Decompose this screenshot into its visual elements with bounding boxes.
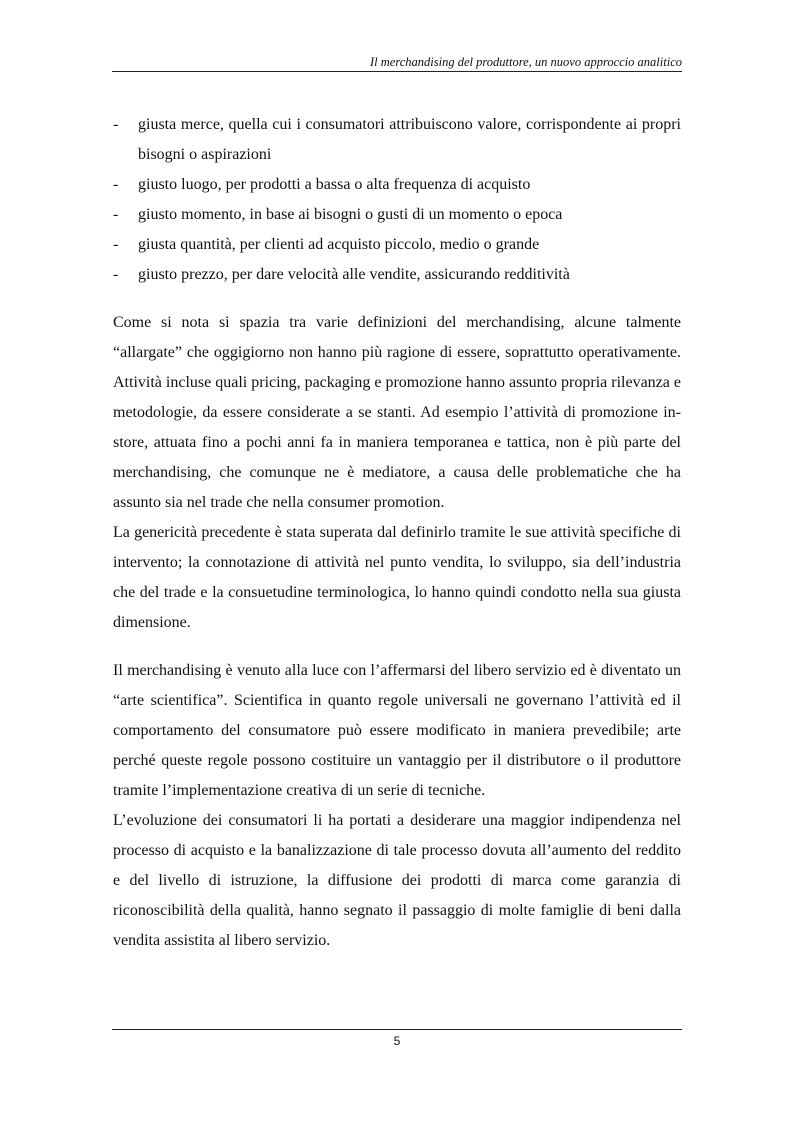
bullet-marker: -	[113, 206, 119, 223]
list-item	[113, 230, 681, 260]
running-header: Il merchandising del produttore, un nuovo approccio analitico	[370, 55, 682, 69]
list-item-text: giusta quantità, per clienti ad acquisto piccolo, medio o grande	[138, 236, 540, 253]
list-item-text: giusto prezzo, per dare velocità alle vendite, assicurando redditività	[138, 266, 570, 283]
page-body	[113, 110, 681, 956]
paragraph-self-service: Il merchandising è venuto alla luce con l’affermarsi del libero servizio ed è diventato un “arte scientifica”. Scientifica in quanto regole universali ne governano l’attività ed il comportamento del consumatore può essere modificato in maniera prevedibile; arte perché queste regole possono costituire un vantaggio per il distributore o il produttore tramite l’implementazione creativa di un serie di tecniche.	[113, 662, 681, 799]
footer-rule	[112, 1029, 682, 1030]
list-item-text: giusta merce, quella cui i consumatori attribuiscono valore, corrispondente ai propri bisogni o aspirazioni	[138, 116, 681, 163]
list-item	[113, 260, 681, 290]
paragraph-consumer-evolution: L’evoluzione dei consumatori li ha portati a desiderare una maggior indipendenza nel processo di acquisto e la banalizzazione di tale processo dovuta all’aumento del reddito e del livello di istruzione, la diffusione dei prodotti di marca come garanzia di riconoscibilità della qualità, hanno segnato il passaggio di molte famiglie di beni dalla vendita assistita al libero servizio.	[113, 812, 681, 949]
spacer	[113, 290, 681, 308]
bullet-marker: -	[113, 236, 119, 253]
header-rule	[112, 71, 682, 72]
page-number: 5	[393, 1034, 401, 1048]
list-item	[113, 170, 681, 200]
bullet-marker: -	[113, 266, 119, 283]
bullet-list	[113, 110, 681, 290]
paragraph-definitions: Come si nota si spazia tra varie definizioni del merchandising, alcune talmente “allargate” che oggigiorno non hanno più ragione di essere, soprattutto operativamente. Attività incluse quali pricing, packaging e promozione hanno assunto propria rilevanza e metodologie, da essere considerate a se stanti. Ad esempio l’attività di promozione in-store, attuata fino a pochi anni fa in maniera temporanea e tattica, non è più parte del merchandising, che comunque ne è mediatore, a causa delle problematiche che ha assunto sia nel trade che nella consumer promotion.	[113, 314, 681, 511]
paragraph-genericity: La genericità precedente è stata superata dal definirlo tramite le sue attività specifiche di intervento; la connotazione di attività nel punto vendita, lo sviluppo, sia dell’industria che del trade e la consuetudine terminologica, lo hanno quindi condotto nella sua giusta dimensione.	[113, 524, 681, 631]
bullet-marker: -	[113, 176, 119, 193]
bullet-marker: -	[113, 116, 119, 133]
list-item-text: giusto momento, in base ai bisogni o gusti di un momento o epoca	[138, 206, 563, 223]
list-item-text: giusto luogo, per prodotti a bassa o alta frequenza di acquisto	[138, 176, 531, 193]
spacer	[113, 638, 681, 656]
list-item	[113, 110, 681, 170]
list-item	[113, 200, 681, 230]
